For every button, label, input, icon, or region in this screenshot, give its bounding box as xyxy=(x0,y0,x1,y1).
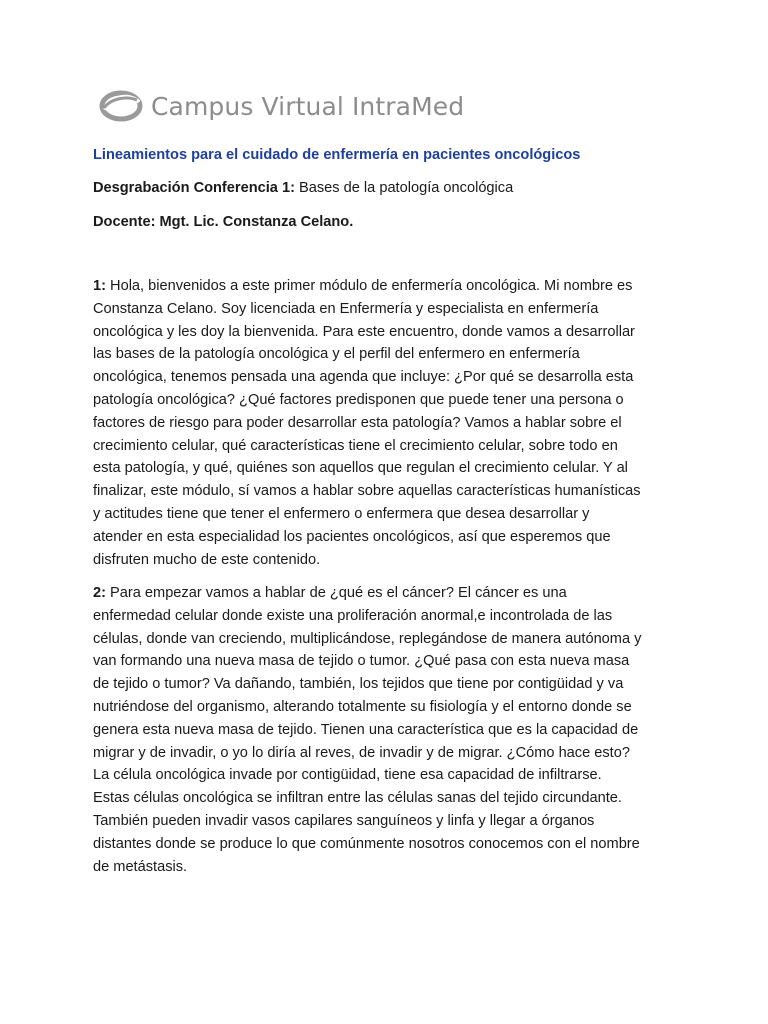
paragraph-line: migrar y de invadir, o yo lo diría al reves, de invadir y de migrar. ¿Cómo hace esto? xyxy=(93,744,630,761)
paragraph-line: genera esta nueva masa de tejido. Tienen una característica que es la capacidad de xyxy=(93,721,639,738)
paragraph-1 xyxy=(93,275,683,571)
paragraph-line: las bases de la patología oncológica y el perfil del enfermero en enfermería xyxy=(93,346,580,363)
paragraph-line: patología oncológica? ¿Qué factores predisponen que puede tener una persona o xyxy=(93,391,624,408)
paragraph-line: enfermedad celular donde existe una proliferación anormal,e incontrolada de las xyxy=(93,607,613,624)
paragraph-line: oncológica y les doy la bienvenida. Para este encuentro, donde vamos a desarrollar xyxy=(93,323,635,340)
paragraph-line: Hola, bienvenidos a este primer módulo de enfermería oncológica. Mi nombre es xyxy=(105,278,633,294)
document-title: Lineamientos para el cuidado de enfermería en pacientes oncológicos xyxy=(93,147,581,163)
teacher-name: Docente: Mgt. Lic. Constanza Celano. xyxy=(93,214,354,230)
paragraph-line: de metástasis. xyxy=(93,858,188,875)
paragraph-line: disfruten mucho de este contenido. xyxy=(93,551,321,568)
paragraph-2 xyxy=(93,582,683,878)
campus-swirl-icon xyxy=(99,88,143,124)
paragraph-line: Estas células oncológica se infiltran entre las células sanas del tejido circundante. xyxy=(93,790,622,807)
conference-topic: Bases de la patología oncológica xyxy=(294,180,514,196)
campus-logo xyxy=(99,86,464,126)
paragraph-line: van formando una nueva masa de tejido o tumor. ¿Qué pasa con esta nueva masa xyxy=(93,653,630,670)
paragraph-line: nutriéndose del organismo, alterando totalmente su fisiología y el entorno donde se xyxy=(93,698,632,715)
paragraph-line: Constanza Celano. Soy licenciada en Enfermería y especialista en enfermería xyxy=(93,300,599,317)
paragraph-number: 2: xyxy=(93,585,106,601)
campus-logo-text: Campus Virtual IntraMed xyxy=(151,91,465,121)
paragraph-line: crecimiento celular, qué características tiene el crecimiento celular, sobre todo en xyxy=(93,437,618,454)
paragraph-line: oncológica, tenemos pensada una agenda que incluye: ¿Por qué se desarrolla esta xyxy=(93,369,634,386)
paragraph-number: 1: xyxy=(93,278,106,294)
conference-label: Desgrabación Conferencia 1: xyxy=(93,180,295,196)
teacher-line xyxy=(93,214,353,230)
conference-line xyxy=(93,180,513,196)
paragraph-line: También pueden invadir vasos capilares sanguíneos y linfa y llegar a órganos xyxy=(93,812,595,829)
paragraph-line: de tejido o tumor? Va dañando, también, los tejidos que tiene por contigüidad y va xyxy=(93,676,624,693)
paragraph-line: Para empezar vamos a hablar de ¿qué es el cáncer? El cáncer es una xyxy=(105,585,567,601)
paragraph-line: distantes donde se produce lo que comúnmente nosotros conocemos con el nombre xyxy=(93,835,640,852)
paragraph-line: factores de riesgo para poder desarrollar esta patología? Vamos a hablar sobre el xyxy=(93,414,622,431)
paragraph-line: La célula oncológica invade por contigüidad, tiene esa capacidad de infiltrarse. xyxy=(93,767,602,784)
paragraph-line: esta patología, y qué, quiénes son aquellos que regulan el crecimiento celular. Y al xyxy=(93,460,628,477)
paragraph-line: células, donde van creciendo, multiplicándose, replegándose de manera autónoma y xyxy=(93,630,642,647)
paragraph-line: atender en esta especialidad los pacientes oncológicos, así que esperemos que xyxy=(93,528,611,545)
paragraph-line: finalizar, este módulo, sí vamos a hablar sobre aquellas características humanísticas xyxy=(93,483,641,500)
paragraph-line: y actitudes tiene que tener el enfermero o enfermera que desea desarrollar y xyxy=(93,505,590,522)
